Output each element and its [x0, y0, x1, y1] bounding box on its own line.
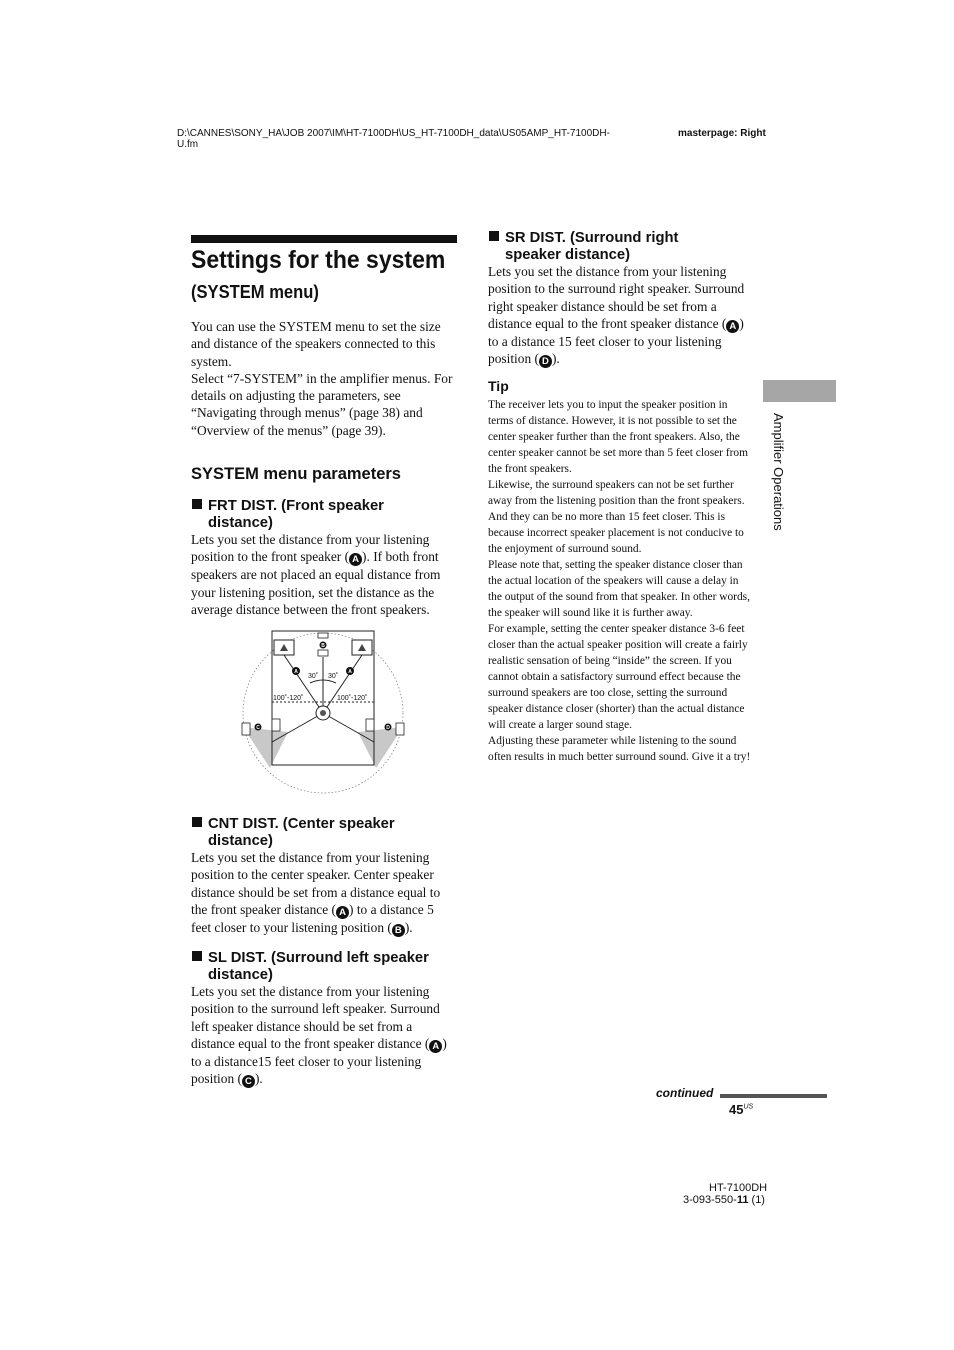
square-bullet-icon: [192, 817, 202, 827]
angle-left-label: 30˚: [308, 673, 319, 680]
cnt-dist-heading: CNT DIST. (Center speaker distance): [192, 816, 458, 849]
speaker-placement-diagram: [238, 627, 408, 799]
section-side-label: Amplifier Operations: [771, 413, 786, 531]
tip-text: [488, 397, 754, 765]
marker-a-icon: A: [429, 1040, 442, 1053]
file-path-line2: U.fm: [177, 139, 199, 150]
frt-dist-heading: FRT DIST. (Front speaker distance): [192, 498, 458, 531]
marker-b-icon: B: [392, 924, 405, 937]
file-path-line1: D:\CANNES\SONY_HA\JOB 2007\IM\HT-7100DH\US_HT-7100DH_data\US05AMP_HT-7100DH-: [177, 128, 610, 139]
square-bullet-icon: [489, 231, 499, 241]
angle-right-label: 30˚: [328, 673, 339, 680]
marker-a-icon: A: [726, 320, 739, 333]
sl-dist-text: Lets you set the distance from your listening position to the surround left speaker. Surround left speaker distance should be set from a distance equal to the front speaker distance ( A ) to a distance15 feet closer to your listening position ( C ).: [191, 984, 447, 1088]
surround-left-near-speaker-icon: [272, 719, 280, 731]
tip-paragraph-5: Adjusting these parameter while listening to the sound often results in much better surround sound. Give it a try!: [488, 735, 751, 763]
square-bullet-icon: [192, 951, 202, 961]
intro-text: [191, 318, 457, 439]
diagram-marker-a-left: A: [294, 669, 298, 675]
diagram-marker-a-right: A: [348, 669, 352, 675]
page-title: Settings for the system: [191, 246, 446, 274]
cnt-dist-text: Lets you set the distance from your listening position to the center speaker. Center speaker distance should be set from a distance equal to the front speaker distance ( A ) to a distance 5 feet closer to your listening position ( B ).: [191, 850, 441, 936]
page-subtitle: (SYSTEM menu): [191, 282, 319, 302]
range-left-label: 100˚-120˚: [273, 695, 304, 702]
tip-paragraph-1: The receiver lets you to input the speaker position in terms of distance. However, it is not possible to set the center speaker further than the front speakers. Also, the center speaker cannot be set more than 5 feet closer from the front speakers.: [488, 399, 748, 475]
model-label: HT-7100DH: [709, 1182, 768, 1194]
sr-dist-text: Lets you set the distance from your listening position to the surround right speaker. Surround right speaker distance should be set from a distance equal to the front speaker distance ( A ) to a distance 15 feet closer to your listening position ( D ).: [488, 264, 745, 368]
marker-c-icon: C: [242, 1075, 255, 1088]
section-heading: SYSTEM menu parameters: [191, 465, 401, 483]
surround-right-near-speaker-icon: [366, 719, 374, 731]
file-path-header: [177, 128, 667, 150]
range-right-label: 100˚-120˚: [337, 695, 368, 702]
intro-paragraph-1: You can use the SYSTEM menu to set the size and distance of the speakers connected to this system.: [191, 319, 441, 369]
title-rule: [191, 235, 457, 243]
marker-a-icon: A: [349, 553, 362, 566]
tip-paragraph-3: Please note that, setting the speaker distance closer than the actual location of the speakers will cause a delay in the output of the sound from that speaker. In other words, the speaker will sound like it is further away.: [488, 559, 750, 619]
marker-a-icon: A: [336, 906, 349, 919]
part-code: 3-093-550-11 (1): [683, 1194, 765, 1206]
square-bullet-icon: [192, 499, 202, 509]
diagram-marker-c: C: [256, 725, 260, 731]
diagram-marker-b: B: [321, 643, 325, 649]
sl-dist-heading: SL DIST. (Surround left speaker distance): [192, 950, 458, 983]
sr-dist-heading: SR DIST. (Surround right speaker distance): [489, 230, 755, 263]
surround-left-speaker-icon: [242, 723, 250, 735]
diagram-marker-d: D: [386, 725, 390, 731]
tip-paragraph-4: For example, setting the center speaker distance 3-6 feet closer than the actual speaker position will create a fairly realistic sensation of being “inside” the screen. If you cannot obtain a satisfactory surround effect because the surround speakers are too close, setting the surround speaker distance closer (shorter) than the actual distance will create a larger sound stage.: [488, 623, 748, 731]
continued-rule: [720, 1094, 827, 1098]
masterpage-label: masterpage: Right: [678, 128, 766, 139]
tip-paragraph-2: Likewise, the surround speakers can not be set further away from the listening position than the front speakers. And they can be no more than 15 feet closer. This is because incorrect speaker placement is not conducive to the enjoyment of surround sound.: [488, 479, 745, 555]
page-suffix: US: [743, 1103, 754, 1111]
surround-right-speaker-icon: [396, 723, 404, 735]
continued-label: continued: [656, 1086, 714, 1100]
frt-dist-text: Lets you set the distance from your listening position to the front speaker ( A ). If both front speakers are not placed an equal distance from your listening position, set the distance as the average distance between the front speakers.: [191, 532, 441, 617]
page-number: $45^{US}$: [729, 1102, 754, 1117]
intro-paragraph-2: Select “7-SYSTEM” in the amplifier menus. For details on adjusting the parameters, see “Navigating through menus” (page 38) and “Overview of the menus” (page 39).: [191, 370, 453, 438]
center-speaker-icon: [318, 633, 328, 638]
tip-heading: Tip: [488, 378, 509, 394]
section-tab: [763, 380, 836, 402]
marker-d-icon: D: [539, 355, 552, 368]
center-speaker-near-icon: [318, 650, 328, 656]
